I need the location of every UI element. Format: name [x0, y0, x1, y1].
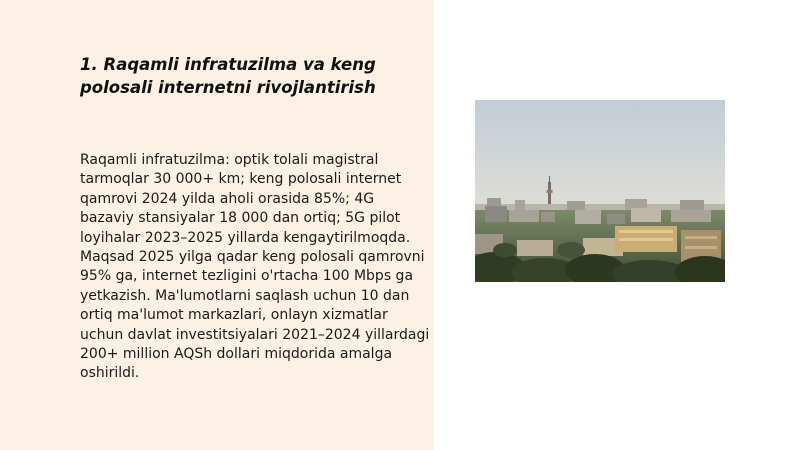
slide-title: 1. Raqamli infratuzilma va keng polosali internetni rivojlantirish	[80, 55, 376, 97]
slide-body-text: Raqamli infratuzilma: optik tolali magistral tarmoqlar 30 000+ km; keng polosali internet qamrovi 2024 yilda aholi orasida 85%; 4G bazaviy stansiyalar 18 000 dan ortiq; 5G pilot loyihalar 2023–2025 yillarda kengaytirilmoqda. Maqsad 2025 yilga qadar keng polosali qamrovni 95% ga, internet tezligini o'rtacha 100 Mbps ga yetkazish. Ma'lumotlarni saqlash uchun 10 dan ortiq ma'lumot markazlari, onlayn xizmatlar uchun davlat investitsiyalari 2021–2024 yillardagi 200+ million AQSh dollari miqdorida amalga oshirildi.	[80, 152, 430, 382]
city-skyline-photo	[475, 100, 725, 282]
city-skyline-illustration	[475, 100, 725, 282]
